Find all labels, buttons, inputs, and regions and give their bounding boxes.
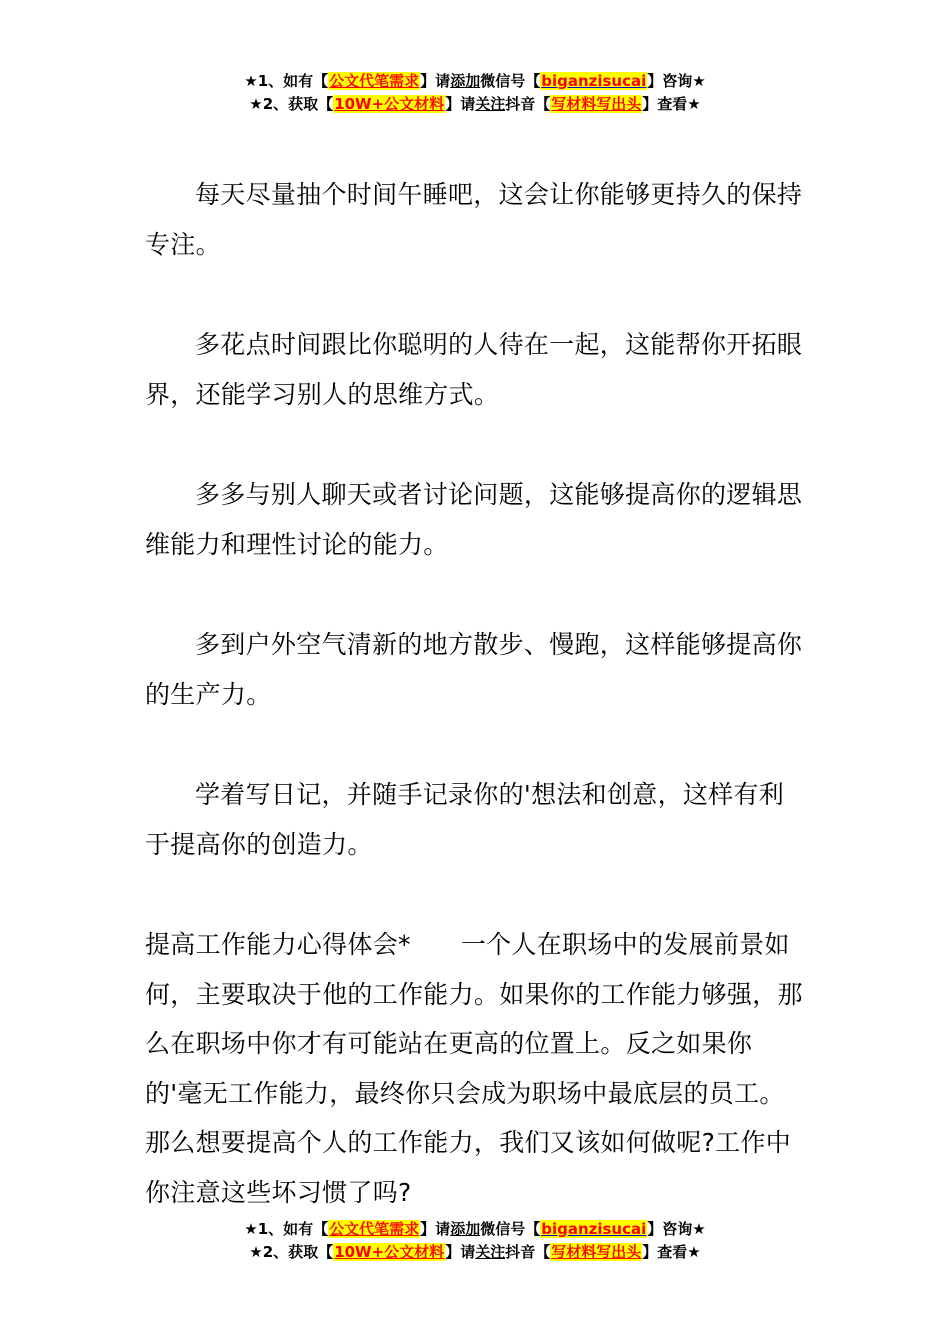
footer-line-1-prefix: ★1、如有【 bbox=[244, 1220, 329, 1238]
section-heading: 提高工作能力心得体会* bbox=[145, 930, 411, 959]
paragraph-5: 学着写日记，并随手记录你的'想法和创意，这样有利于提高你的创造力。 bbox=[145, 780, 785, 859]
header-line-2-mid: 】请 bbox=[445, 95, 476, 113]
footer-line-1-suffix: 】咨询★ bbox=[647, 1220, 706, 1238]
footer-line-2-mid: 】请 bbox=[445, 1243, 476, 1261]
header-line-1-highlight-service: 公文代笔需求 bbox=[329, 72, 420, 90]
footer-line-2-highlight-materials: 10W+公文材料 bbox=[334, 1243, 445, 1261]
header-banner bbox=[0, 70, 950, 116]
paragraph-final bbox=[145, 920, 807, 1217]
paragraph-1: 每天尽量抽个时间午睡吧，这会让你能够更持久的保持专注。 bbox=[145, 180, 803, 259]
footer-line-1-highlight-wechat: biganzisucai bbox=[541, 1220, 647, 1238]
footer-line-2-mid2: 抖音【 bbox=[505, 1243, 551, 1261]
footer-line-2-emph: 关注 bbox=[475, 1243, 506, 1261]
footer-line-2-prefix: ★2、获取【 bbox=[249, 1243, 334, 1261]
header-line-2-highlight-douyin: 写材料写出头 bbox=[551, 95, 642, 113]
header-line-1-prefix: ★1、如有【 bbox=[244, 72, 329, 90]
footer-line-2-highlight-douyin: 写材料写出头 bbox=[551, 1243, 642, 1261]
header-line-2-emph: 关注 bbox=[475, 95, 506, 113]
document-body bbox=[145, 170, 807, 1217]
header-line-1-suffix: 】咨询★ bbox=[647, 72, 706, 90]
header-line-2-prefix: ★2、获取【 bbox=[249, 95, 334, 113]
header-line-1-mid: 】请 bbox=[420, 72, 451, 90]
header-line-2-mid2: 抖音【 bbox=[505, 95, 551, 113]
header-line-2 bbox=[0, 93, 950, 116]
footer-line-1 bbox=[0, 1218, 950, 1241]
footer-banner bbox=[0, 1218, 950, 1264]
footer-line-1-emph: 添加 bbox=[450, 1220, 481, 1238]
header-line-2-suffix: 】查看★ bbox=[642, 95, 701, 113]
header-line-2-highlight-materials: 10W+公文材料 bbox=[334, 95, 445, 113]
paragraph-3: 多多与别人聊天或者讨论问题，这能够提高你的逻辑思维能力和理性讨论的能力。 bbox=[145, 480, 803, 559]
header-line-1 bbox=[0, 70, 950, 93]
paragraph-4: 多到户外空气清新的地方散步、慢跑，这样能够提高你的生产力。 bbox=[145, 630, 803, 709]
footer-line-2 bbox=[0, 1241, 950, 1264]
footer-line-2-suffix: 】查看★ bbox=[642, 1243, 701, 1261]
footer-line-1-mid: 】请 bbox=[420, 1220, 451, 1238]
footer-line-1-highlight-service: 公文代笔需求 bbox=[329, 1220, 420, 1238]
footer-line-1-mid2: 微信号【 bbox=[480, 1220, 541, 1238]
paragraph-2: 多花点时间跟比你聪明的人待在一起，这能帮你开拓眼界，还能学习别人的思维方式。 bbox=[145, 330, 803, 409]
header-line-1-emph: 添加 bbox=[450, 72, 481, 90]
header-line-1-highlight-wechat: biganzisucai bbox=[541, 72, 647, 90]
header-line-1-mid2: 微信号【 bbox=[480, 72, 541, 90]
section-text: 一个人在职场中的发展前景如何，主要取决于他的工作能力。如果你的工作能力够强，那么在职场中你才有可能站在更高的位置上。反之如果你的'毫无工作能力，最终你只会成为职场中最底层的员工。那么想要提高个人的工作能力，我们又该如何做呢?工作中你注意这些坏习惯了吗? bbox=[145, 930, 803, 1207]
